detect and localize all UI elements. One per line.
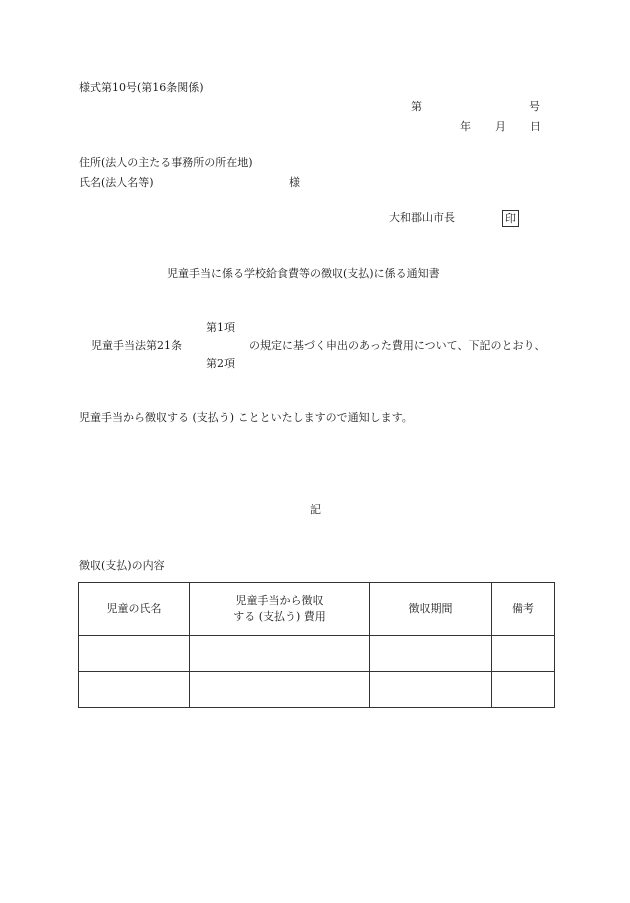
- cell-fee: [190, 636, 370, 672]
- table-row: [79, 672, 555, 708]
- date-year: 年: [460, 120, 471, 133]
- cell-child-name: [79, 672, 190, 708]
- doc-number-suffix: 号: [529, 100, 540, 113]
- honorific: 様: [289, 176, 300, 189]
- document-title: 児童手当に係る学校給食費等の徴収(支払)に係る通知書: [167, 267, 440, 280]
- name-label: 氏名(法人名等): [79, 176, 154, 189]
- header-child-name: 児童の氏名: [79, 583, 190, 636]
- body-line-1: の規定に基づく申出のあった費用について、下記のとおり、: [249, 339, 546, 352]
- header-period: 徴収期間: [370, 583, 492, 636]
- cell-child-name: [79, 636, 190, 672]
- doc-number-prefix: 第: [411, 100, 422, 113]
- header-fee-line1: 児童手当から徴収: [235, 594, 324, 607]
- table-row: [79, 636, 555, 672]
- form-number: 様式第10号(第16条関係): [79, 81, 204, 94]
- body-line-2: 児童手当から徴収する (支払う) ことといたしますので通知します。: [79, 411, 413, 424]
- law-reference: 児童手当法第21条: [91, 339, 182, 352]
- date-month: 月: [495, 120, 506, 133]
- cell-period: [370, 672, 492, 708]
- date-day: 日: [530, 120, 541, 133]
- header-fee-line2: する (支払う) 費用: [233, 610, 326, 623]
- table-header-row: [79, 583, 555, 636]
- clause-1: 第1項: [206, 321, 235, 334]
- section-label: 徴収(支払)の内容: [79, 559, 165, 572]
- content-table: [78, 582, 555, 708]
- ki-heading: 記: [310, 503, 321, 516]
- issuer-title: 大和郡山市長: [389, 211, 455, 224]
- seal-stamp: 印: [502, 210, 519, 227]
- clause-2: 第2項: [206, 357, 235, 370]
- header-fee: [190, 583, 370, 636]
- cell-period: [370, 636, 492, 672]
- address-label: 住所(法人の主たる事務所の所在地): [79, 156, 253, 169]
- cell-fee: [190, 672, 370, 708]
- cell-remarks: [492, 672, 555, 708]
- cell-remarks: [492, 636, 555, 672]
- header-remarks: 備考: [492, 583, 555, 636]
